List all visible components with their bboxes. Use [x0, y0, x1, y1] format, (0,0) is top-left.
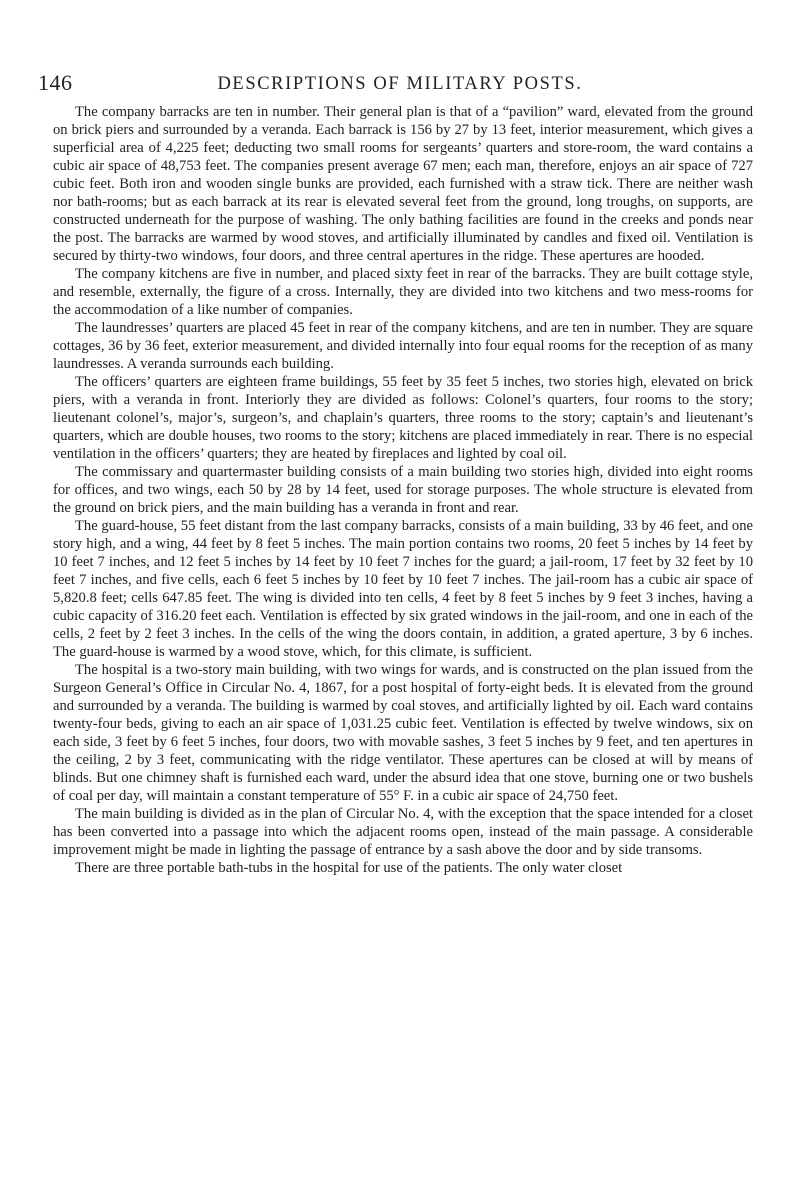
paragraph-company-barracks: The company barracks are ten in number. Their general plan is that of a “pavilion” ward, elevated from the ground on brick piers and surrounded by a veranda. Each barrack is 156 by 27 by 13 feet, interior measurement, which gives a superficial area of 4,225 feet; deducting two small rooms for sergeants’ quarters and store-room, the ward contains a cubic air space of 48,753 feet. The companies present average 67 men; each man, therefore, enjoys an air space of 727 cubic feet. Both iron and wooden single bunks are provided, each furnished with a straw tick. There are neither wash nor bath-rooms; but as each barrack at its rear is elevated several feet from the ground, long troughs, on supports, are constructed underneath for the purpose of washing. The only bathing facilities are found in the creeks and ponds near the post. The barracks are warmed by wood stoves, and artificially illuminated by candles and fixed oil. Ventilation is secured by thirty-two windows, four doors, and three central apertures in the ridge. These apertures are hooded. — [53, 104, 753, 264]
paragraph-company-kitchens: The company kitchens are five in number, and placed sixty feet in rear of the barracks. They are built cottage style, and resemble, externally, the figure of a cross. Internally, they are divided into two kitchens and two mess-rooms for the accommodation of a like number of companies. — [53, 266, 753, 318]
page-number: 146 — [38, 70, 73, 95]
paragraph-guard-house: The guard-house, 55 feet distant from the last company barracks, consists of a main building, 33 by 46 feet, and one story high, and a wing, 44 feet by 8 feet 5 inches. The main portion contains two rooms, 20 feet 5 inches by 14 feet by 10 feet 7 inches, and 12 feet 5 inches by 14 feet by 10 feet 7 inches for the guard; a jail-room, 17 feet by 32 feet by 10 feet 7 inches, and five cells, each 6 feet 5 inches by 10 feet by 10 feet 7 inches. The jail-room has a cubic air space of 5,820.8 feet; cells 647.85 feet. The wing is divided into ten cells, 4 feet by 8 feet 5 inches by 9 feet 3 inches, having a cubic capacity of 316.20 feet each. Ventilation is effected by six grated windows in the jail-room, and one in each of the cells, 2 feet by 2 feet 3 inches. In the cells of the wing the doors contain, in addition, a grated aperture, 3 by 6 inches. The guard-house is warmed by a wood stove, which, for this climate, is sufficient. — [53, 518, 753, 660]
paragraph-commissary-building: The commissary and quartermaster building consists of a main building two stories high, divided into eight rooms for offices, and two wings, each 50 by 28 by 14 feet, used for storage purposes. The whole structure is elevated from the ground on brick piers, and the main building has a veranda in front and rear. — [53, 464, 753, 516]
paragraph-officers-quarters: The officers’ quarters are eighteen frame buildings, 55 feet by 35 feet 5 inches, two stories high, elevated on brick piers, with a veranda in front. Interiorly they are divided as follows: Colonel’s quarters, four rooms to the story; lieutenant colonel’s, major’s, surgeon’s, and chaplain’s quarters, three rooms to the story; captain’s and lieutenant’s quarters, which are double houses, two rooms to the story; kitchens are placed immediately in rear. There is no especial ventilation in the officers’ quarters; they are heated by fireplaces and lighted by coal oil. — [53, 374, 753, 462]
paragraph-laundresses-quarters: The laundresses’ quarters are placed 45 feet in rear of the company kitchens, and are ten in number. They are square cottages, 36 by 36 feet, exterior measurement, and divided internally into four equal rooms for the reception of as many laundresses. A veranda surrounds each building. — [53, 320, 753, 372]
paragraph-main-building: The main building is divided as in the plan of Circular No. 4, with the exception that the space intended for a closet has been converted into a passage into which the adjacent rooms open, instead of the main passage. A considerable improvement might be made in lighting the passage of entrance by a sash above the door and by side transoms. — [53, 806, 753, 858]
running-title: DESCRIPTIONS OF MILITARY POSTS. — [217, 74, 583, 94]
paragraph-hospital: The hospital is a two-story main building, with two wings for wards, and is constructed on the plan issued from the Surgeon General’s Office in Circular No. 4, 1867, for a post hospital of forty-eight beds. It is elevated from the ground and surrounded by a veranda. The building is warmed by coal stoves, and artificially lighted by oil. Each ward contains twenty-four beds, giving to each an air space of 1,031.25 cubic feet. Ventilation is effected by twelve windows, six on each side, 3 feet by 6 feet 5 inches, four doors, two with movable sashes, 3 feet 5 inches by 9 feet, and ten apertures in the ceiling, 2 by 3 feet, communicating with the ridge ventilator. These apertures can be closed at will by means of blinds. But one chimney shaft is furnished each ward, under the absurd idea that one stove, burning one or two bushels of coal per day, will maintain a constant temperature of 55° F. in a cubic air space of 24,750 feet. — [53, 662, 753, 804]
paragraph-bath-tubs: There are three portable bath-tubs in the hospital for use of the patients. The only water closet — [75, 860, 623, 876]
body-text — [53, 103, 753, 877]
